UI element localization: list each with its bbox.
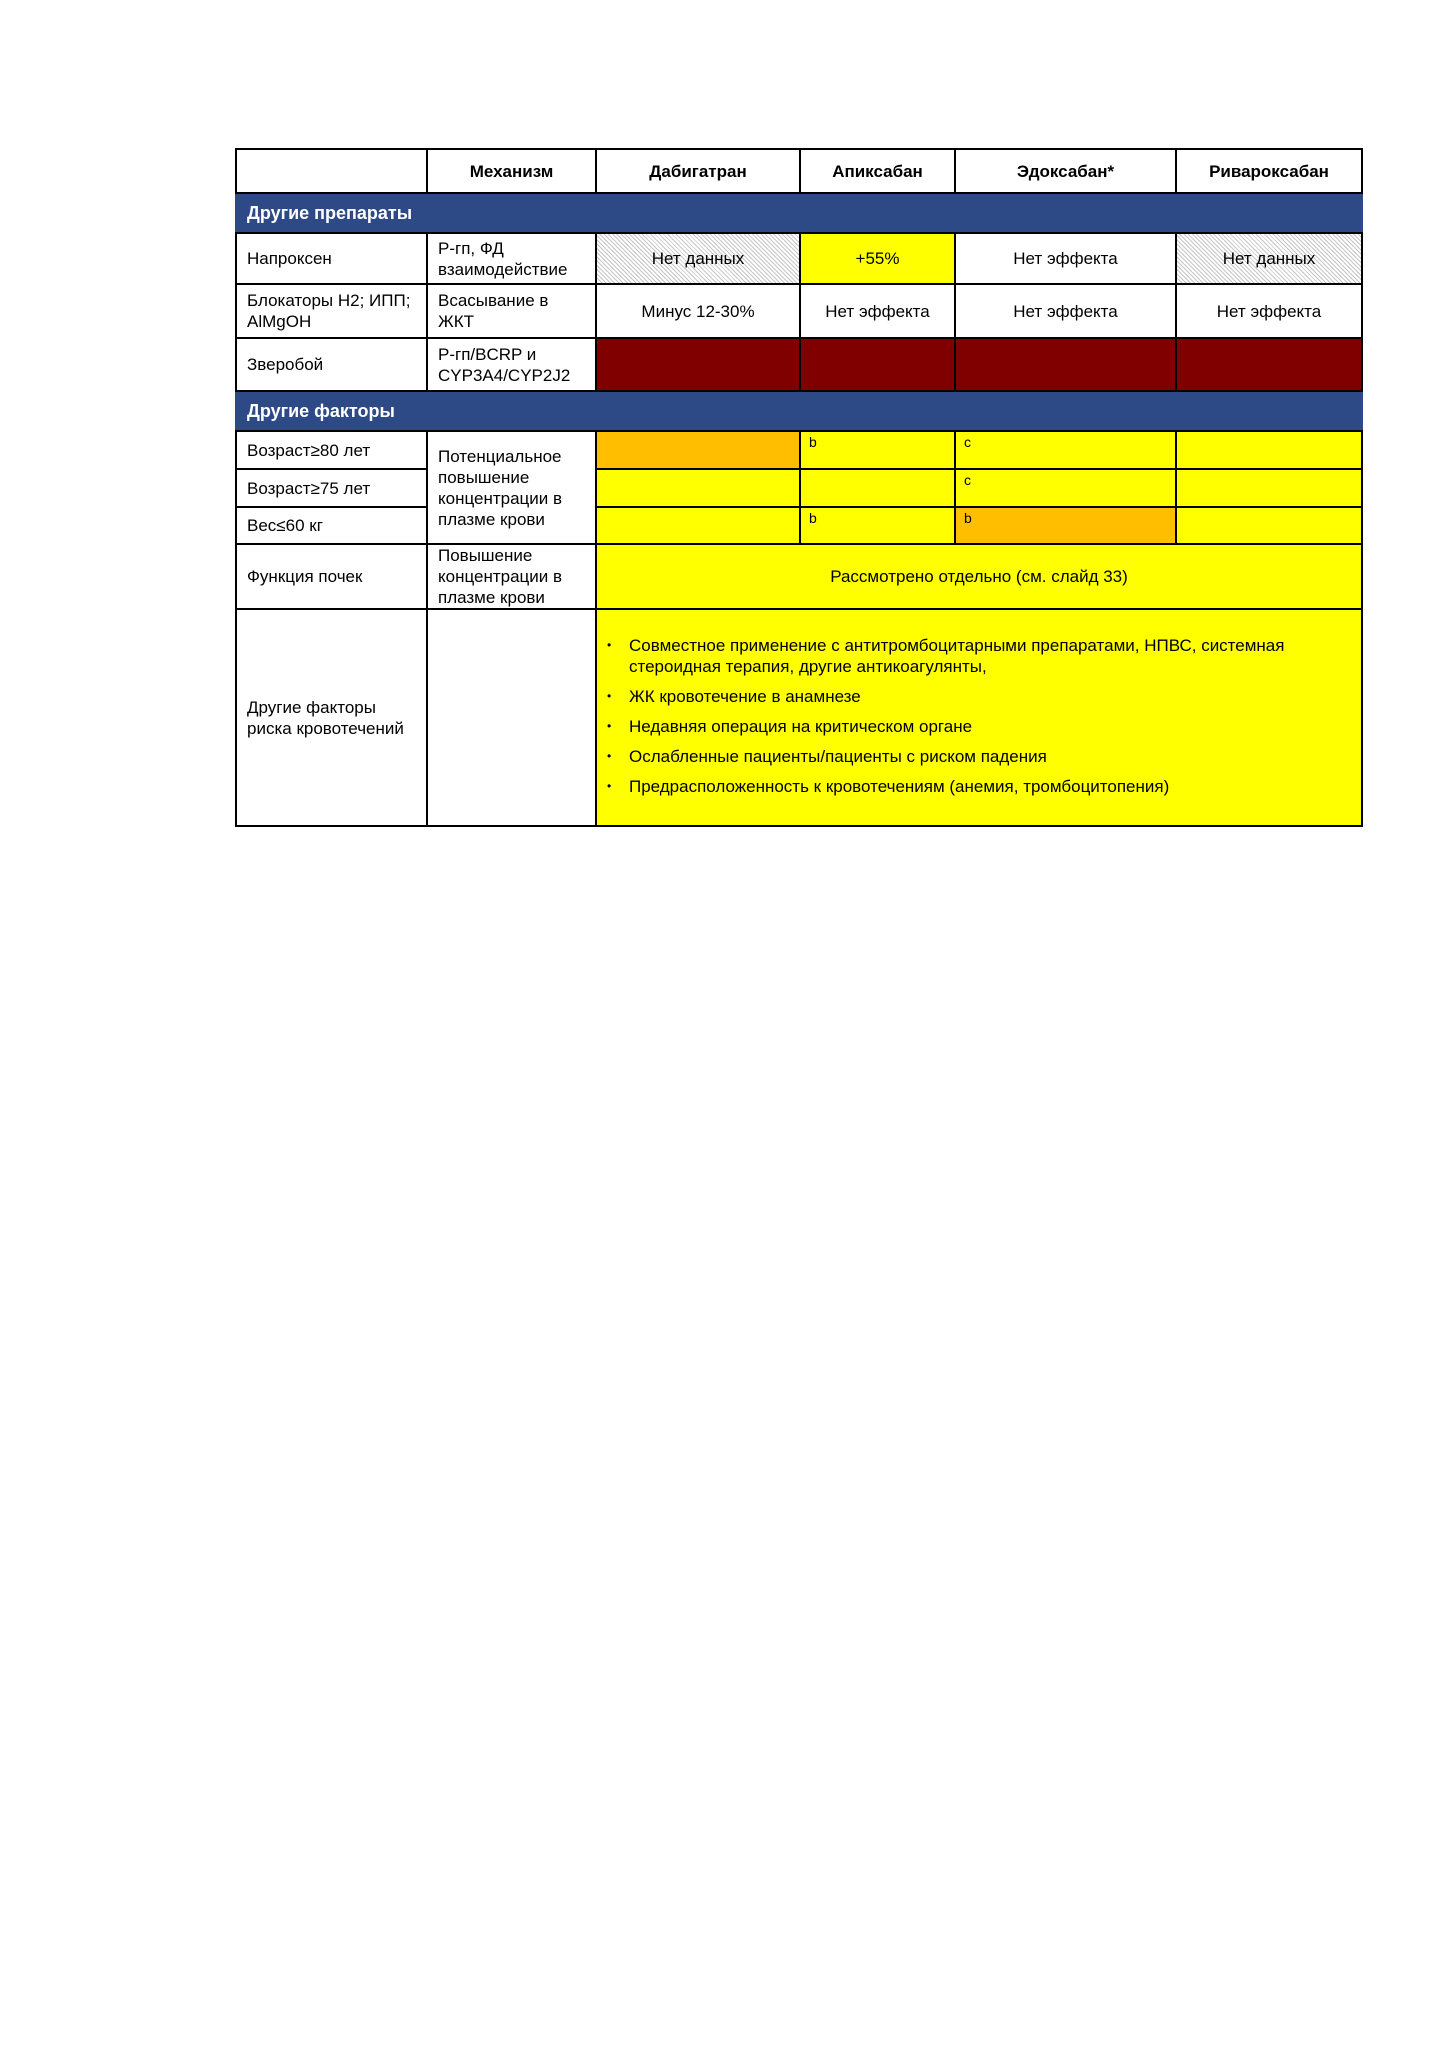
cell-age75-dabigatran (596, 469, 800, 507)
footnote-marker: b (964, 510, 972, 526)
header-rivaroxaban: Ривароксабан (1176, 149, 1362, 193)
header-row (236, 149, 1362, 193)
header-apixaban: Апиксабан (800, 149, 955, 193)
row-label-age80: Возраст≥80 лет (236, 431, 427, 469)
cell-h2-dabigatran: Минус 12-30% (596, 284, 800, 338)
table-row (236, 544, 1362, 609)
cell-naproxen-dabigatran: Нет данных (596, 233, 800, 284)
list-item: • Совместное применение с антитромбоцитарными препаратами, НПВС, системная стероидная терапия, другие антикоагулянты, (629, 635, 1351, 677)
cell-age80-dabigatran (596, 431, 800, 469)
cell-stjohns-dabigatran (596, 338, 800, 391)
cell-stjohns-edoxaban (955, 338, 1176, 391)
section-row-factors (236, 391, 1362, 431)
cell-renal-all: Рассмотрено отдельно (см. слайд 33) (596, 544, 1362, 609)
row-label-age75: Возраст≥75 лет (236, 469, 427, 507)
header-dabigatran: Дабигатран (596, 149, 800, 193)
footnote-marker: b (809, 510, 817, 526)
footnote-marker: c (964, 472, 971, 488)
cell-naproxen-rivaroxaban: Нет данных (1176, 233, 1362, 284)
cell-age75-apixaban (800, 469, 955, 507)
row-label-stjohns: Зверобой (236, 338, 427, 391)
cell-naproxen-edoxaban: Нет эффекта (955, 233, 1176, 284)
cell-bleeding-list (596, 609, 1362, 826)
table-row (236, 507, 1362, 544)
header-mechanism: Механизм (427, 149, 596, 193)
cell-h2-edoxaban: Нет эффекта (955, 284, 1176, 338)
table-row (236, 431, 1362, 469)
row-label-h2: Блокаторы Н2; ИПП; AlMgOH (236, 284, 427, 338)
list-item: • Недавняя операция на критическом органе (629, 716, 1351, 737)
table-row (236, 609, 1362, 826)
list-item: • ЖК кровотечение в анамнезе (629, 686, 1351, 707)
cell-stjohns-rivaroxaban (1176, 338, 1362, 391)
bleeding-risk-list (607, 635, 1351, 797)
section-title-factors: Другие факторы (236, 391, 1362, 431)
cell-age75-rivaroxaban (1176, 469, 1362, 507)
row-label-renal: Функция почек (236, 544, 427, 609)
table-row (236, 284, 1362, 338)
mechanism-bleeding (427, 609, 596, 826)
cell-h2-apixaban: Нет эффекта (800, 284, 955, 338)
header-edoxaban: Эдоксабан* (955, 149, 1176, 193)
cell-weight-apixaban (800, 507, 955, 544)
section-title-drugs: Другие препараты (236, 193, 1362, 233)
list-item: • Предрасположенность к кровотечениям (анемия, тромбоцитопения) (629, 776, 1351, 797)
header-blank (236, 149, 427, 193)
cell-weight-rivaroxaban (1176, 507, 1362, 544)
cell-h2-rivaroxaban: Нет эффекта (1176, 284, 1362, 338)
row-label-bleeding: Другие факторы риска кровотечений (236, 609, 427, 826)
cell-age75-edoxaban (955, 469, 1176, 507)
row-label-naproxen: Напроксен (236, 233, 427, 284)
mechanism-naproxen: Р-гп, ФД взаимодействие (427, 233, 596, 284)
footnote-marker: c (964, 434, 971, 450)
drug-interaction-table (235, 148, 1363, 827)
mechanism-h2: Всасывание в ЖКТ (427, 284, 596, 338)
cell-age80-apixaban (800, 431, 955, 469)
table-row (236, 233, 1362, 284)
footnote-marker: b (809, 434, 817, 450)
cell-weight-dabigatran (596, 507, 800, 544)
mechanism-age-weight: Потенциальное повышение концентрации в плазме крови (427, 431, 596, 544)
cell-naproxen-apixaban: +55% (800, 233, 955, 284)
list-item: • Ослабленные пациенты/пациенты с риском падения (629, 746, 1351, 767)
table-row (236, 469, 1362, 507)
section-row-drugs (236, 193, 1362, 233)
table-row (236, 338, 1362, 391)
row-label-weight: Вес≤60 кг (236, 507, 427, 544)
cell-age80-edoxaban (955, 431, 1176, 469)
interaction-table-container (235, 148, 1361, 827)
cell-stjohns-apixaban (800, 338, 955, 391)
cell-weight-edoxaban (955, 507, 1176, 544)
mechanism-stjohns: Р-гп/BCRP и CYP3A4/CYP2J2 (427, 338, 596, 391)
cell-age80-rivaroxaban (1176, 431, 1362, 469)
mechanism-renal: Повышение концентрации в плазме крови (427, 544, 596, 609)
